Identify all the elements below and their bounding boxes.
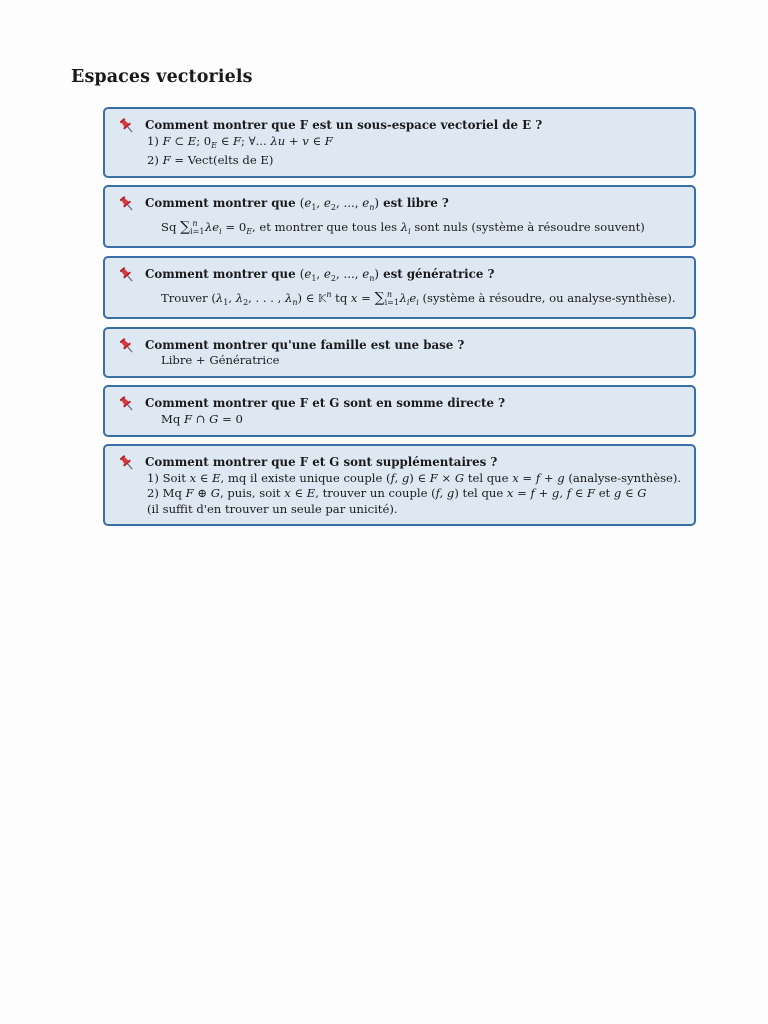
card-title: Comment montrer qu'une famille est une base ? [145, 337, 465, 352]
method-card [103, 385, 696, 436]
method-cards [103, 107, 696, 534]
method-card [103, 444, 696, 526]
card-line: 2) F = Vect(elts de E) [147, 153, 274, 168]
pushpin-icon [119, 454, 135, 472]
pushpin-icon [119, 395, 135, 413]
pushpin-icon [119, 337, 135, 355]
pushpin-icon [119, 266, 135, 284]
card-title: Comment montrer que ($e_1$, $e_2$, ..., $e_n$) est libre ? [145, 196, 449, 213]
card-line: Trouver ($\lambda_1$, $\lambda_2$, . . . , $\lambda_n$) ∈ 𝕂$^n$ tq $x = \sum_{i=1}^n$ $\lambda_ie_i$ (système à résoudre, ou analyse-synthèse). [161, 289, 676, 307]
card-title: Comment montrer que F est un sous-espace vectoriel de E ? [145, 118, 543, 132]
card-line: 1) Soit x ∈ E, mq il existe unique couple (f, g) ∈ F × G tel que x = f + g (analyse-synthèse). [147, 470, 682, 485]
method-card [103, 107, 696, 178]
pushpin-icon [119, 195, 135, 213]
card-line: (il suffit d'en trouver un seule par unicité). [147, 501, 398, 516]
page-title: Espaces vectoriels [71, 67, 253, 87]
card-line: 1) F ⊂ E; $0_E$ ∈ F; ∀... λu + v ∈ F [147, 133, 333, 150]
card-line: 2) Mq F ⊕ G, puis, soit x ∈ E, trouver un couple (f, g) tel que x = f + g, f ∈ F et g ∈ G [147, 486, 647, 501]
card-title: Comment montrer que F et G sont en somme directe ? [145, 396, 505, 411]
method-card [103, 185, 696, 248]
card-title: Comment montrer que F et G sont supplémentaires ? [145, 455, 498, 470]
pushpin-icon [119, 117, 135, 135]
card-line: Libre + Génératrice [161, 353, 280, 368]
method-card [103, 256, 696, 319]
card-line: Sq $\sum_{i=1}^n$ $\lambda e_i = 0_E$, et montrer que tous les $\lambda_i$ sont nuls (système à résoudre souvent) [161, 218, 645, 236]
method-card [103, 327, 696, 378]
card-title: Comment montrer que ($e_1$, $e_2$, ..., $e_n$) est génératrice ? [145, 266, 495, 283]
card-line: Mq F ∩ G = 0 [161, 411, 243, 426]
